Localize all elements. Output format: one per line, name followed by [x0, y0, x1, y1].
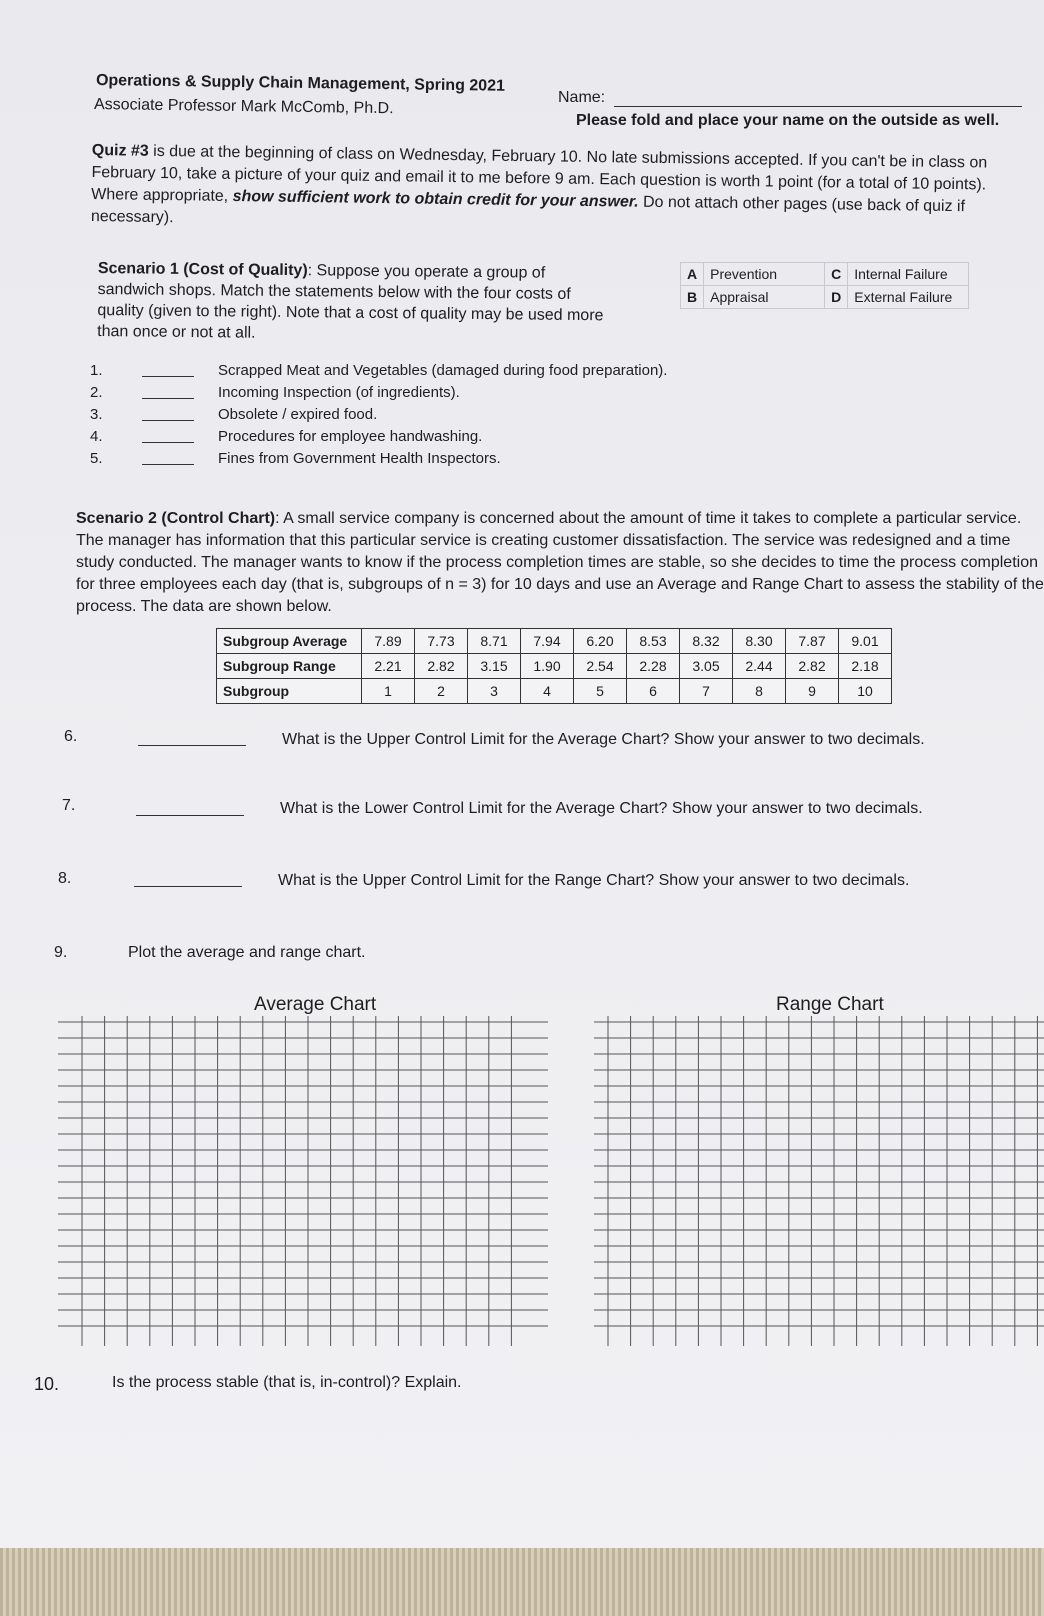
average-chart-grid[interactable] — [58, 1016, 548, 1346]
answer-blank[interactable] — [138, 745, 246, 746]
answer-blank[interactable] — [142, 420, 194, 421]
item-text: Fines from Government Health Inspectors. — [218, 450, 501, 467]
scenario1-items — [90, 362, 690, 472]
table-cell: 7.94 — [521, 629, 574, 654]
question-number: 8. — [58, 870, 72, 887]
table-cell: 2.28 — [627, 654, 680, 679]
instructions-emphasis: show sufficient work to obtain credit for your answer. — [232, 187, 639, 211]
subgroup-data-table — [216, 628, 892, 704]
table-cell: 3.05 — [680, 654, 733, 679]
table-cell: 7.87 — [786, 629, 839, 654]
item-text: Scrapped Meat and Vegetables (damaged during food preparation). — [218, 362, 668, 379]
instructions-text-2: Do not attach other pages (use back of quiz if necessary). — [90, 193, 966, 227]
fold-note: Please fold and place your name on the outside as well. — [576, 112, 1000, 129]
name-label: Name: — [558, 89, 606, 106]
table-cell: 1 — [362, 679, 415, 704]
item-number: 1. — [90, 362, 103, 379]
answer-blank[interactable] — [142, 442, 194, 443]
table-cell: 8 — [733, 679, 786, 704]
item-number: 2. — [90, 384, 103, 401]
table-cell: 7.73 — [415, 629, 468, 654]
question-number: 7. — [62, 797, 76, 814]
item-text: Obsolete / expired food. — [218, 406, 378, 423]
table-cell: 8.71 — [468, 629, 521, 654]
legend-label: Appraisal — [704, 286, 825, 309]
list-item — [90, 384, 690, 406]
course-title: Operations & Supply Chain Management, Spring 2021 — [95, 72, 506, 95]
answer-blank[interactable] — [136, 815, 244, 816]
row-header: Subgroup Range — [217, 654, 362, 679]
table-cell: 3.15 — [468, 654, 521, 679]
question-text: What is the Lower Control Limit for the Average Chart? Show your answer to two decimals. — [280, 800, 923, 817]
table-cell: 2.21 — [362, 654, 415, 679]
question-text: Is the process stable (that is, in-control)? Explain. — [112, 1374, 462, 1391]
table-cell: 2 — [415, 679, 468, 704]
legend-label: Internal Failure — [848, 263, 969, 286]
table-cell: 8.53 — [627, 629, 680, 654]
table-cell: 3 — [468, 679, 521, 704]
cost-of-quality-legend — [680, 262, 969, 309]
item-number: 4. — [90, 428, 103, 445]
answer-blank[interactable] — [142, 398, 194, 399]
question-text: What is the Upper Control Limit for the Range Chart? Show your answer to two decimals. — [278, 872, 910, 889]
table-cell: 9.01 — [839, 629, 892, 654]
table-cell: 2.44 — [733, 654, 786, 679]
quiz-label: Quiz #3 — [91, 141, 149, 160]
table-cell: 7 — [680, 679, 733, 704]
answer-blank[interactable] — [134, 886, 242, 887]
question-text: Plot the average and range chart. — [128, 944, 366, 961]
table-cell: 5 — [574, 679, 627, 704]
table-cell: 8.32 — [680, 629, 733, 654]
instructions-text-1: is due at the beginning of class on Wednesday, February 10. No late submissions accepted. If you can't be in class on February 10, take a picture of your quiz and email it to me before 9 am. Each question is worth 1 point (for a total of 10 points). Where appropriate, — [91, 142, 988, 205]
scenario2-intro — [76, 508, 1044, 618]
list-item — [90, 450, 690, 472]
row-header: Subgroup Average — [217, 629, 362, 654]
question-text: What is the Upper Control Limit for the Average Chart? Show your answer to two decimals. — [282, 731, 925, 748]
table-cell: 1.90 — [521, 654, 574, 679]
scenario2-text: : A small service company is concerned about the amount of time it takes to complete a particular service. The manager has information that this particular service is creating customer dissatisfaction. The service was redesigned and a time study conducted. The manager wants to know if the process completion times are stable, so she decides to time the process completion for three employees each day (that is, subgroups of n = 3) for 10 days and use an Average and Range Chart to assess the stability of the process. The data are shown below. — [76, 510, 1044, 615]
list-item — [90, 362, 690, 384]
table-cell: 2.18 — [839, 654, 892, 679]
list-item — [90, 428, 690, 450]
table-cell: 2.54 — [574, 654, 627, 679]
legend-label: External Failure — [848, 286, 969, 309]
legend-label: Prevention — [704, 263, 825, 286]
question-number: 10. — [34, 1374, 60, 1394]
item-text: Procedures for employee handwashing. — [218, 428, 483, 445]
list-item — [90, 406, 690, 428]
scenario1-text: : Suppose you operate a group of sandwich shops. Match the statements below with the four costs of quality (given to the right). Note that a cost of quality may be used more than once or not at all. — [97, 262, 604, 342]
table-cell: 8.30 — [733, 629, 786, 654]
question-number: 9. — [54, 944, 68, 961]
average-chart-title: Average Chart — [254, 994, 377, 1015]
table-cell: 9 — [786, 679, 839, 704]
name-field[interactable] — [614, 106, 1022, 107]
professor-name: Associate Professor Mark McComb, Ph.D. — [93, 96, 394, 118]
table-cell: 4 — [521, 679, 574, 704]
item-text: Incoming Inspection (of ingredients). — [218, 384, 460, 401]
item-number: 3. — [90, 406, 103, 423]
instructions — [91, 140, 1032, 241]
item-number: 5. — [90, 450, 103, 467]
scenario1-title: Scenario 1 (Cost of Quality) — [97, 259, 308, 280]
desk-surface — [0, 1548, 1044, 1616]
legend-key: D — [825, 286, 848, 309]
scenario1-intro — [97, 258, 608, 347]
table-cell: 2.82 — [415, 654, 468, 679]
table-cell: 10 — [839, 679, 892, 704]
row-header: Subgroup — [217, 679, 362, 704]
answer-blank[interactable] — [142, 376, 194, 377]
table-cell: 6 — [627, 679, 680, 704]
range-chart-grid[interactable] — [594, 1016, 1044, 1346]
legend-key: A — [681, 263, 704, 286]
table-cell: 2.82 — [786, 654, 839, 679]
table-cell: 6.20 — [574, 629, 627, 654]
question-number: 6. — [64, 728, 78, 745]
table-cell: 7.89 — [362, 629, 415, 654]
legend-key: B — [681, 286, 704, 309]
range-chart-title: Range Chart — [776, 994, 884, 1015]
legend-key: C — [825, 263, 848, 286]
answer-blank[interactable] — [142, 464, 194, 465]
scenario2-title: Scenario 2 (Control Chart) — [76, 510, 276, 527]
